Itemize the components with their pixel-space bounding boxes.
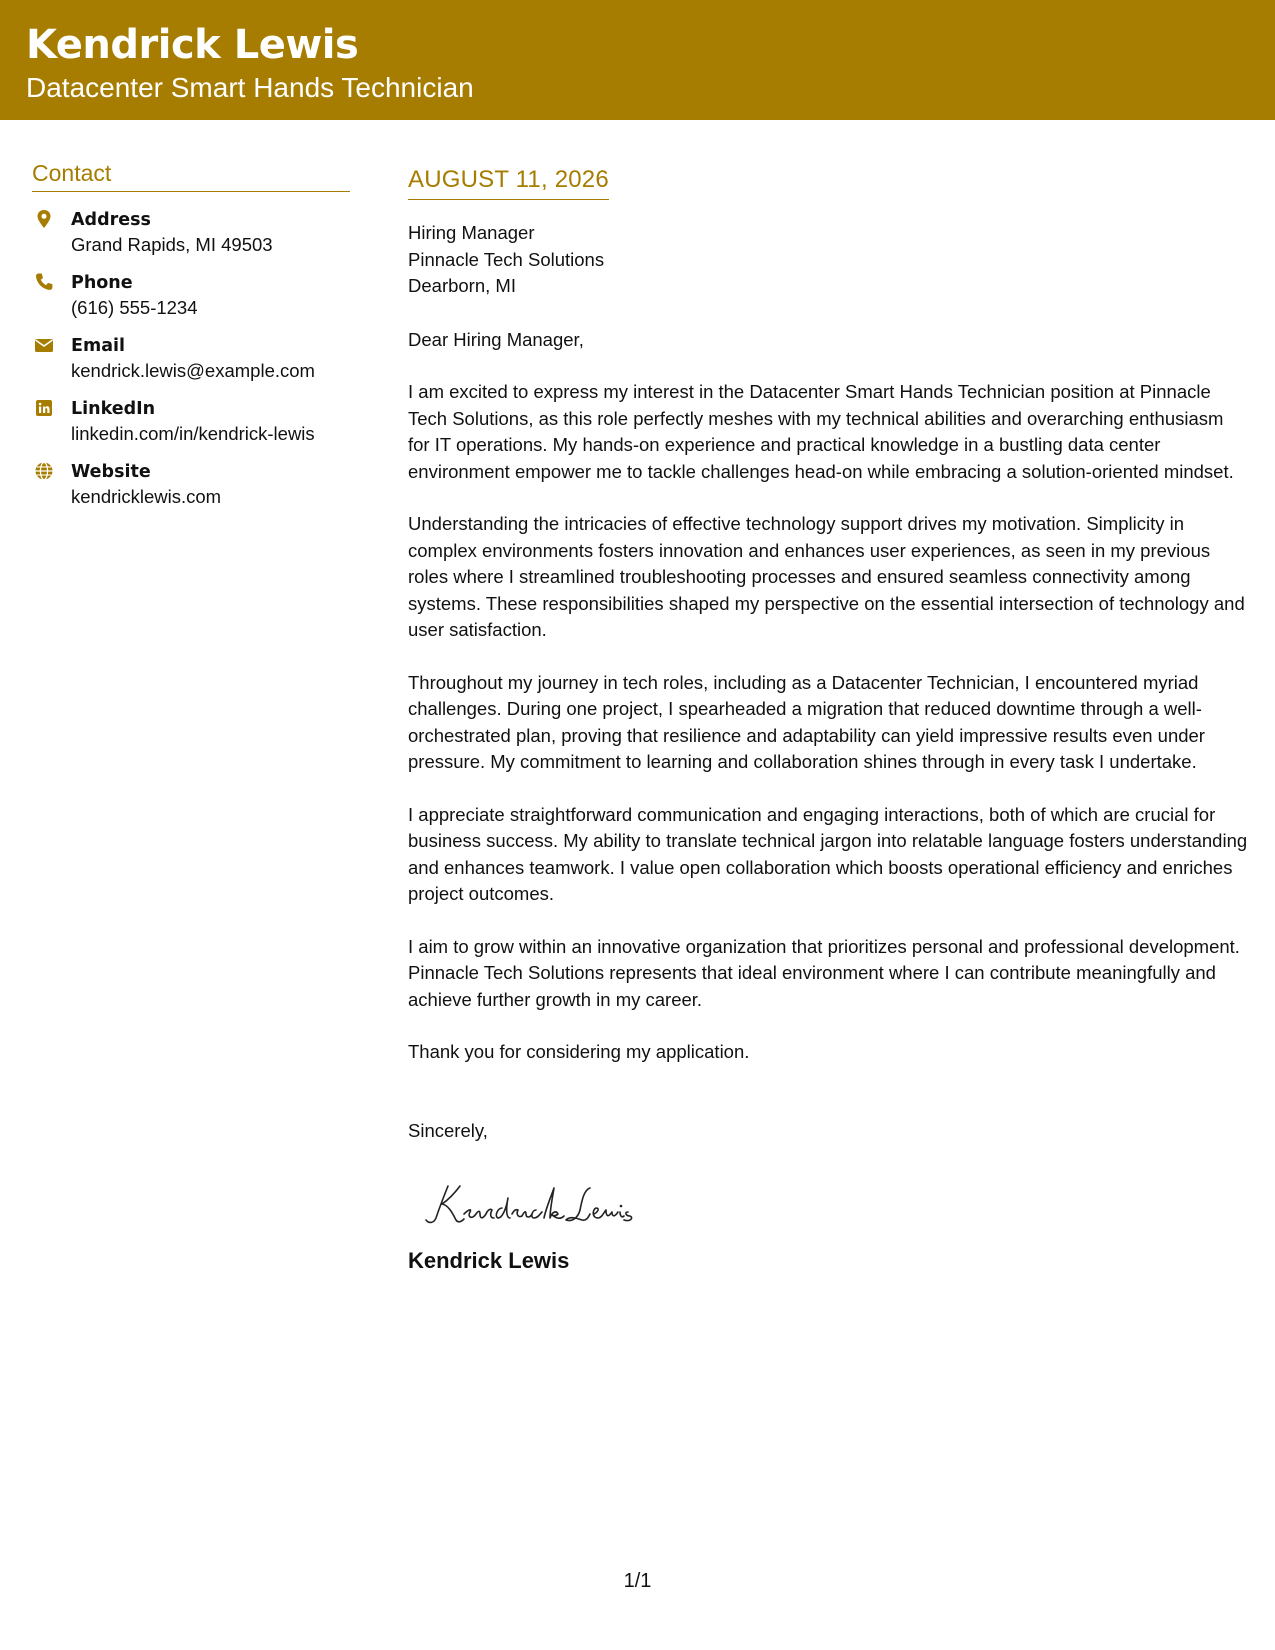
letter-body <box>408 166 1248 1274</box>
contact-item-email <box>32 334 352 397</box>
contact-item-address <box>32 208 352 271</box>
body-paragraph: Thank you for considering my application. <box>408 1041 750 1062</box>
signer-name: Kendrick Lewis <box>408 1248 570 1273</box>
header-banner <box>0 0 1275 120</box>
letter-date: AUGUST 11, 2026 <box>408 166 609 200</box>
recipient-line: Dearborn, MI <box>408 275 516 296</box>
email-value[interactable]: kendrick.lewis@example.com <box>71 360 315 381</box>
linkedin-value[interactable]: linkedin.com/in/kendrick-lewis <box>71 423 315 444</box>
phone-icon <box>34 272 54 292</box>
recipient-line: Pinnacle Tech Solutions <box>408 248 605 270</box>
body-paragraph: Throughout my journey in tech roles, including as a Datacenter Technician, I encountered myriad challenges. During one project, I spearheaded a migration that reduced downtime through a well-orchestrated plan, proving that resilience and adaptability can yield impressive results even under pressure. My commitment to learning and collaboration shines through in every task I undertake. <box>408 671 1205 772</box>
salutation: Dear Hiring Manager, <box>408 328 584 350</box>
envelope-icon <box>34 335 54 355</box>
applicant-name: Kendrick Lewis <box>26 22 359 68</box>
page-number: 1/1 <box>623 1570 652 1592</box>
linkedin-icon <box>34 398 54 418</box>
contact-list <box>32 208 352 523</box>
contact-item-phone <box>32 271 352 334</box>
contact-label: Email <box>71 336 125 356</box>
recipient-line: Hiring Manager <box>408 222 535 243</box>
body-paragraph: Understanding the intricacies of effective technology support drives my motivation. Simplicity in complex environments fosters innovation and enhances user experiences, as seen in my previous roles where I streamlined troubleshooting processes and ensured seamless connectivity among systems. These responsibilities shaped my perspective on the essential intersection of technology and user satisfaction. <box>408 513 1245 640</box>
closing: Sincerely, <box>408 1119 488 1141</box>
body-paragraph: I appreciate straightforward communication and engaging interactions, both of which are crucial for business success. My ability to translate technical jargon into relatable language fosters understanding and enhances teamwork. I value open collaboration which boosts operational efficiency and enriches project outcomes. <box>408 803 1248 904</box>
body-paragraph: I am excited to express my interest in the Datacenter Smart Hands Technician position at Pinnacle Tech Solutions, as this role perfectly meshes with my technical abilities and overarching enthusiasm for IT operations. My hands-on experience and practical knowledge in a bustling data center environment empower me to tackle challenges head-on while embracing a solution-oriented mindset. <box>408 381 1234 482</box>
phone-value: (616) 555-1234 <box>71 297 198 318</box>
contact-label: Address <box>71 210 151 230</box>
body-paragraph: I aim to grow within an innovative organization that prioritizes personal and professional development. Pinnacle Tech Solutions represents that ideal environment where I can contribute meaningfully and achieve further growth in my career. <box>408 935 1240 1010</box>
contact-label: Website <box>71 462 151 482</box>
contact-label: Phone <box>71 273 133 293</box>
contact-sidebar <box>32 160 352 523</box>
address-value: Grand Rapids, MI 49503 <box>71 234 273 255</box>
contact-item-linkedin <box>32 397 352 460</box>
contact-item-website <box>32 460 352 523</box>
globe-icon <box>34 461 54 481</box>
map-pin-icon <box>34 209 54 229</box>
website-value[interactable]: kendricklewis.com <box>71 486 222 507</box>
recipient-block <box>408 220 1248 300</box>
contact-label: LinkedIn <box>71 399 156 419</box>
job-title: Datacenter Smart Hands Technician <box>26 72 474 103</box>
handwritten-signature <box>420 1174 1248 1234</box>
contact-heading: Contact <box>32 160 350 192</box>
